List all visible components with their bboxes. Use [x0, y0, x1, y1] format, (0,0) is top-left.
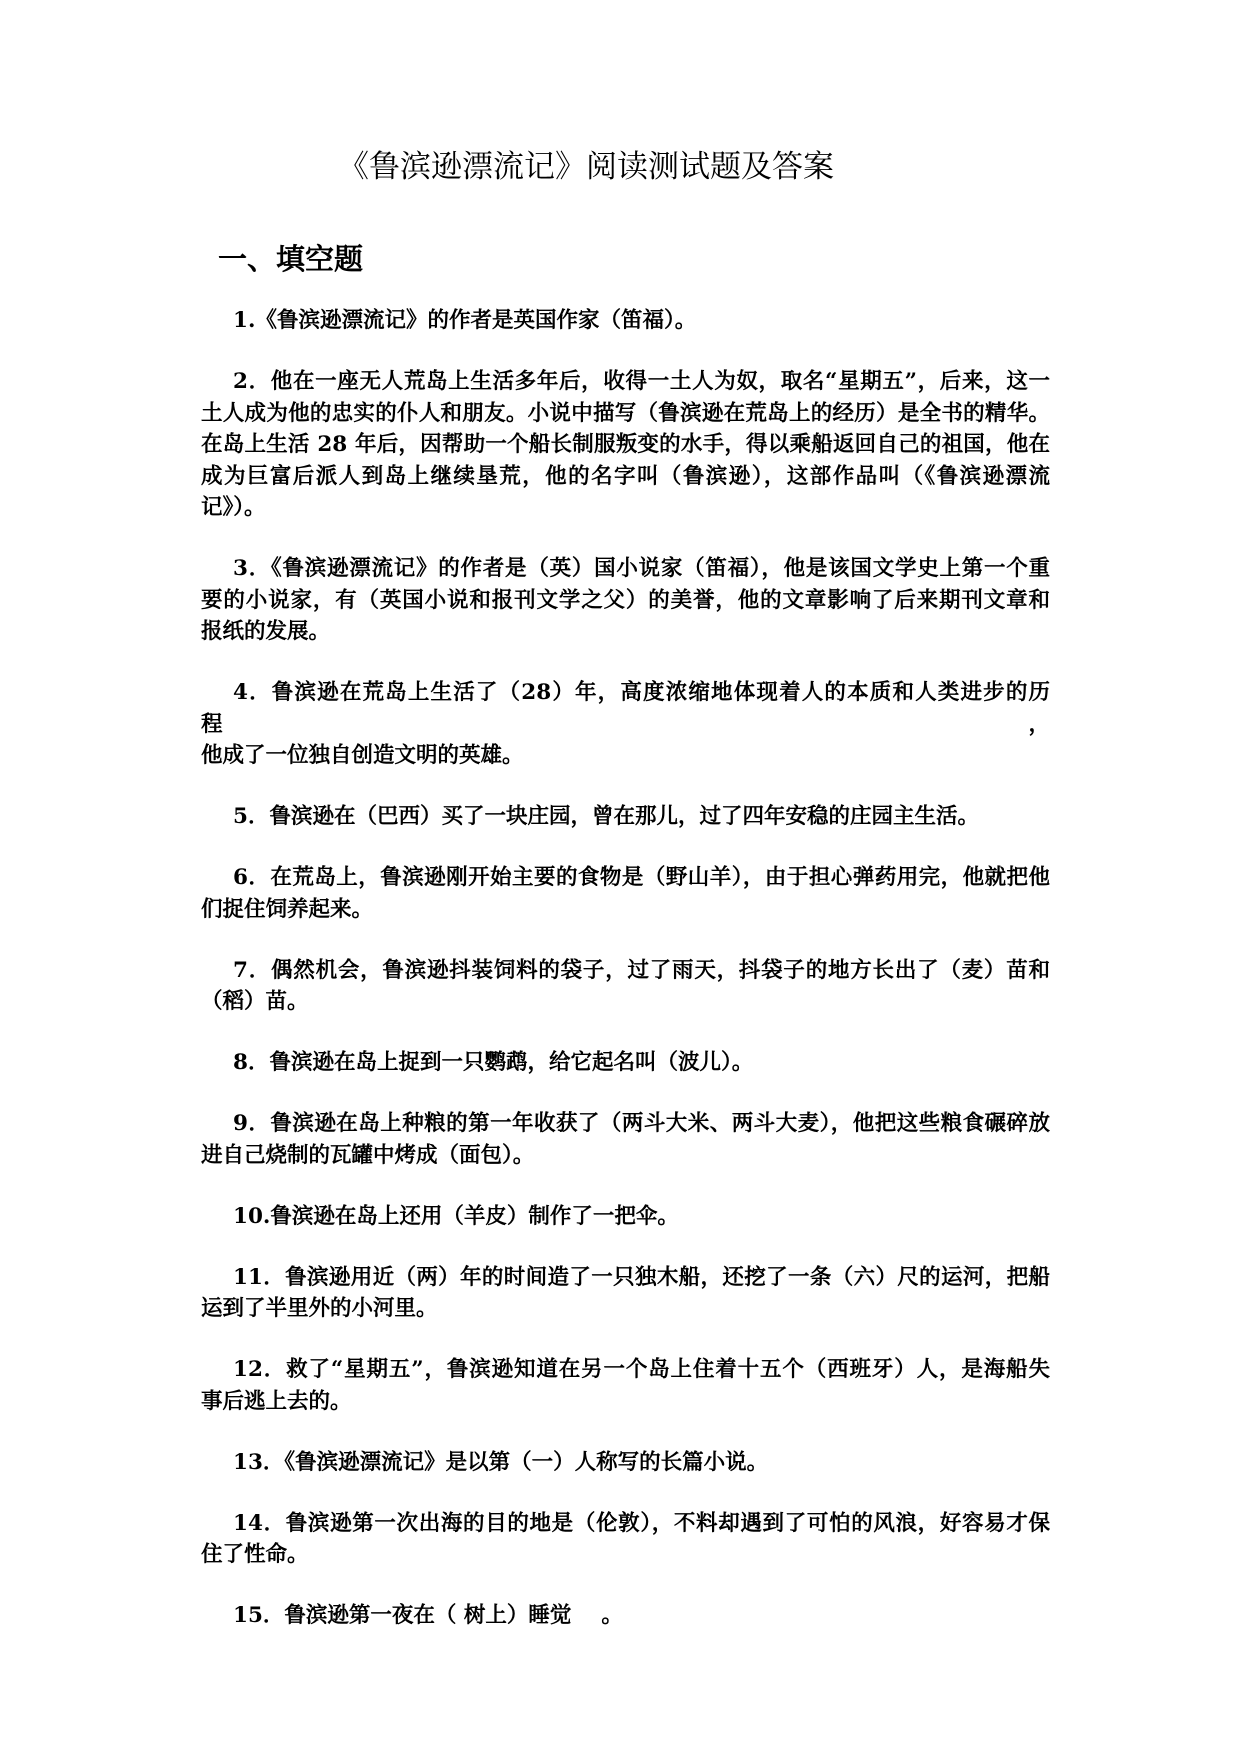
question-10	[201, 1201, 1050, 1233]
question-14	[201, 1508, 1050, 1571]
question-line: 4．鲁滨逊在荒岛上生活了（28）年，高度浓缩地体现着人的本质和人类进步的历程，	[201, 680, 1050, 737]
question-7	[201, 955, 1050, 1018]
question-line: 1.《鲁滨逊漂流记》的作者是英国作家（笛福）。	[233, 308, 697, 333]
question-3	[201, 553, 1050, 648]
question-8	[201, 1047, 1050, 1079]
question-6	[201, 862, 1050, 925]
question-line: 他成了一位独自创造文明的英雄。	[201, 743, 524, 768]
question-line: 进自己烧制的瓦罐中烤成（面包）。	[201, 1142, 535, 1168]
question-4	[201, 677, 1050, 772]
question-line: 运到了半里外的小河里。	[201, 1296, 438, 1321]
question-list	[201, 305, 1050, 1661]
question-line: 10.鲁滨逊在岛上还用（羊皮）制作了一把伞。	[233, 1203, 679, 1229]
question-line: 6．在荒岛上，鲁滨逊刚开始主要的食物是（野山羊），由于担心弹药用完，他就把他	[233, 865, 1050, 890]
question-line: （稻）苗。	[201, 989, 309, 1014]
question-15	[201, 1600, 1050, 1632]
question-line: 住了性命。	[201, 1542, 309, 1567]
question-line: 13．《鲁滨逊漂流记》是以第（一）人称写的长篇小说。	[233, 1449, 769, 1475]
document-title: 《鲁滨逊漂流记》阅读测试题及答案	[338, 149, 834, 185]
question-line: 9．鲁滨逊在岛上种粮的第一年收获了（两斗大米、两斗大麦），他把这些粮食碾碎放	[233, 1111, 1050, 1136]
question-line: 在岛上生活 28 年后，因帮助一个船长制服叛变的水手，得以乘船返回自己的祖国，他在	[201, 432, 1050, 457]
question-line: 报纸的发展。	[201, 619, 331, 644]
question-line: 8．鲁滨逊在岛上捉到一只鹦鹉，给它起名叫（波儿）。	[233, 1050, 754, 1075]
section-heading: 一、填空题	[218, 242, 364, 276]
question-2	[201, 366, 1050, 524]
question-line: 土人成为他的忠实的仆人和朋友。小说中描写（鲁滨逊在荒岛上的经历）是全书的精华。	[201, 400, 1050, 426]
question-line: 7．偶然机会，鲁滨逊抖装饲料的袋子，过了雨天，抖袋子的地方长出了（麦）苗和	[233, 957, 1050, 983]
question-line: 12．救了“星期五”，鲁滨逊知道在另一个岛上住着十五个（西班牙）人，是海船失	[233, 1357, 1050, 1382]
question-1	[201, 305, 1050, 337]
question-line: 成为巨富后派人到岛上继续垦荒，他的名字叫（鲁滨逊），这部作品叫（《鲁滨逊漂流	[201, 463, 1050, 489]
question-line: 记》）。	[201, 495, 266, 520]
question-line: 3．《鲁滨逊漂流记》的作者是（英）国小说家（笛福），他是该国文学史上第一个重	[233, 556, 1050, 581]
question-line: 们捉住饲养起来。	[201, 896, 374, 922]
question-9	[201, 1108, 1050, 1171]
question-11	[201, 1262, 1050, 1325]
question-line: 事后逃上去的。	[201, 1388, 352, 1414]
question-line: 14．鲁滨逊第一次出海的目的地是（伦敦），不料却遇到了可怕的风浪，好容易才保	[233, 1510, 1050, 1536]
question-12	[201, 1354, 1050, 1417]
question-line: 15．鲁滨逊第一夜在（ 树上）睡觉 。	[233, 1603, 623, 1628]
question-13	[201, 1447, 1050, 1479]
question-5	[201, 801, 1050, 833]
question-line: 5．鲁滨逊在（巴西）买了一块庄园，曾在那儿，过了四年安稳的庄园主生活。	[233, 804, 979, 829]
question-line: 2．他在一座无人荒岛上生活多年后，收得一土人为奴，取名“星期五”，后来，这一	[233, 369, 1050, 394]
question-line: 11．鲁滨逊用近（两）年的时间造了一只独木船，还挖了一条（六）尺的运河，把船	[233, 1264, 1050, 1290]
question-line: 要的小说家，有（英国小说和报刊文学之父）的美誉，他的文章影响了后来期刊文章和	[201, 587, 1050, 613]
